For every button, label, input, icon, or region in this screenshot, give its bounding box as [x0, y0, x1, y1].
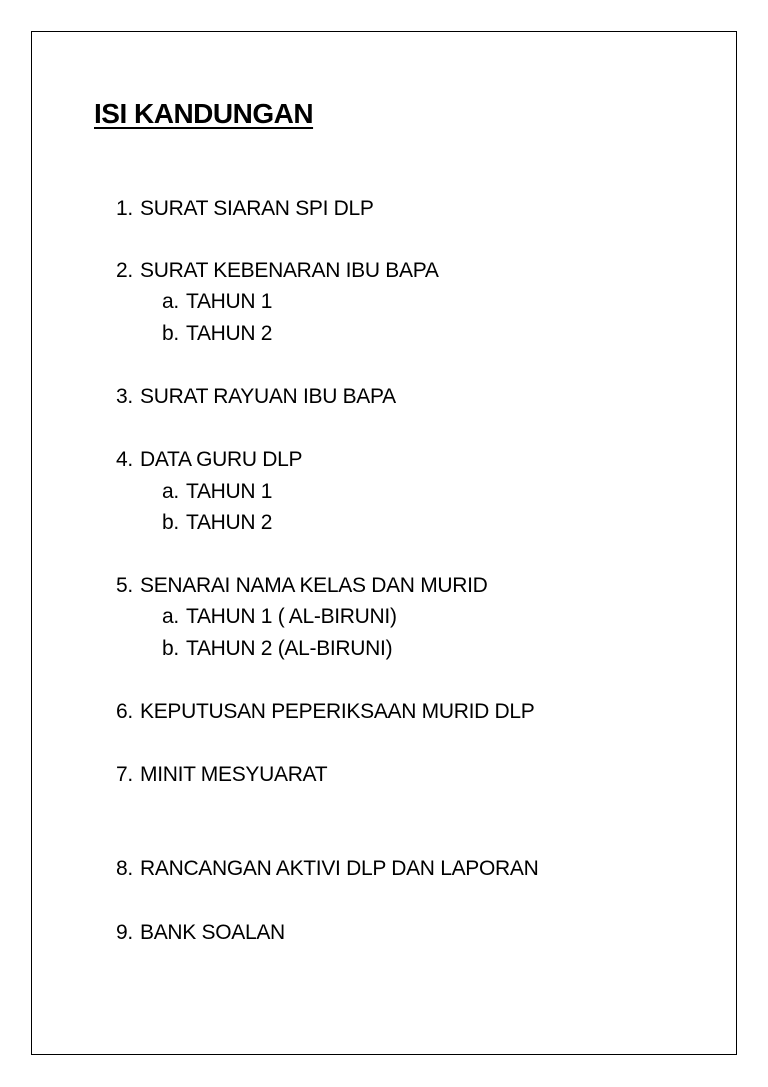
toc-subitem-label: TAHUN 2 — [186, 322, 273, 345]
toc-subitem-label: TAHUN 1 — [186, 290, 273, 313]
toc-item-8 — [116, 857, 538, 881]
toc-subitem-letter: b. — [162, 322, 179, 345]
toc-subitem-5b — [162, 637, 392, 661]
toc-subitem-2b — [162, 322, 272, 346]
toc-item-1 — [116, 197, 374, 221]
toc-item-label: RANCANGAN AKTIVI DLP DAN LAPORAN — [140, 857, 539, 880]
toc-subitem-label: TAHUN 2 (AL-BIRUNI) — [186, 637, 393, 660]
toc-subitem-letter: b. — [162, 511, 179, 534]
toc-item-4 — [116, 448, 302, 472]
toc-item-2 — [116, 259, 439, 283]
toc-item-5 — [116, 574, 488, 598]
toc-item-9 — [116, 921, 285, 945]
toc-subitem-5a — [162, 605, 397, 629]
toc-item-number: 2. — [116, 259, 133, 282]
toc-subitem-letter: b. — [162, 637, 179, 660]
toc-item-label: SURAT SIARAN SPI DLP — [140, 197, 374, 220]
toc-item-label: KEPUTUSAN PEPERIKSAAN MURID DLP — [140, 700, 535, 723]
toc-subitem-label: TAHUN 1 — [186, 480, 273, 503]
toc-item-label: SURAT KEBENARAN IBU BAPA — [140, 259, 439, 282]
toc-subitem-letter: a. — [162, 480, 179, 503]
toc-item-label: SENARAI NAMA KELAS DAN MURID — [140, 574, 488, 597]
toc-item-label: MINIT MESYUARAT — [140, 763, 328, 786]
toc-item-number: 5. — [116, 574, 133, 597]
toc-item-label: BANK SOALAN — [140, 921, 285, 944]
toc-item-7 — [116, 763, 327, 787]
toc-subitem-letter: a. — [162, 290, 179, 313]
toc-subitem-4a — [162, 480, 272, 504]
toc-item-number: 7. — [116, 763, 133, 786]
toc-subitem-label: TAHUN 1 ( AL-BIRUNI) — [186, 605, 397, 628]
toc-item-number: 6. — [116, 700, 133, 723]
toc-item-label: DATA GURU DLP — [140, 448, 303, 471]
toc-subitem-letter: a. — [162, 605, 179, 628]
toc-item-number: 9. — [116, 921, 133, 944]
toc-item-number: 8. — [116, 857, 133, 880]
page-border — [31, 31, 737, 1055]
toc-subitem-4b — [162, 511, 272, 535]
toc-item-label: SURAT RAYUAN IBU BAPA — [140, 385, 396, 408]
page-title: ISI KANDUNGAN — [94, 98, 314, 129]
toc-subitem-2a — [162, 290, 272, 314]
toc-item-number: 3. — [116, 385, 133, 408]
toc-item-6 — [116, 700, 534, 724]
toc-item-number: 4. — [116, 448, 133, 471]
toc-item-number: 1. — [116, 197, 133, 220]
toc-item-3 — [116, 385, 396, 409]
toc-subitem-label: TAHUN 2 — [186, 511, 273, 534]
